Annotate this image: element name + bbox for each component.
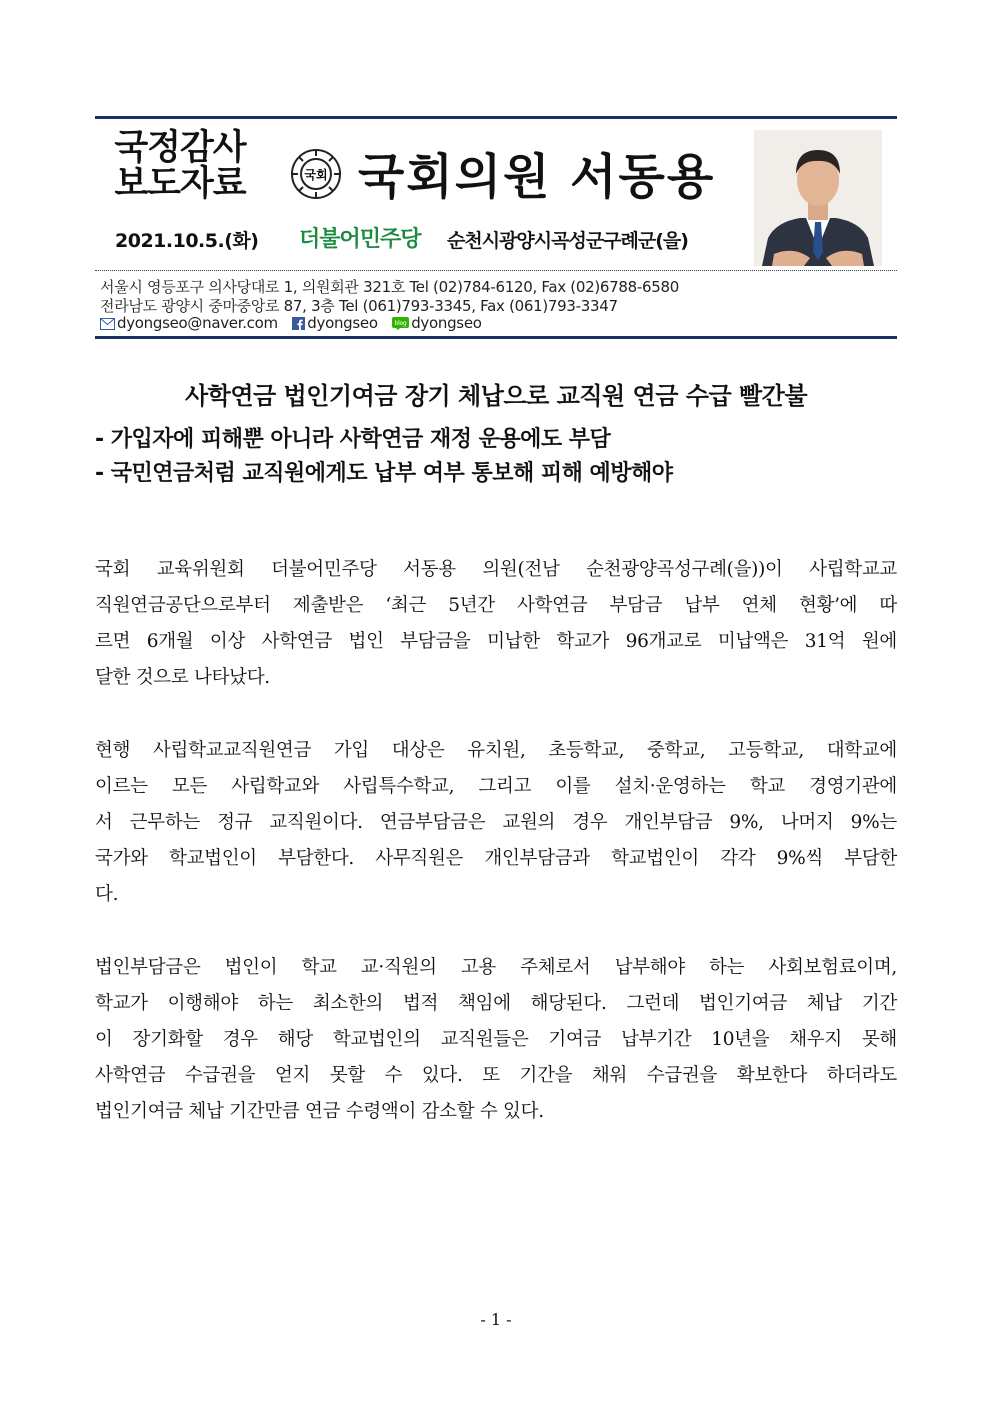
- mail-icon: [100, 316, 115, 334]
- facebook-link[interactable]: dyongseo: [307, 314, 378, 332]
- body-paragraph: [95, 950, 897, 1130]
- header-top-rule: [95, 116, 897, 119]
- body-paragraph: [95, 552, 897, 696]
- headline: 사학연금 법인기여금 장기 체납으로 교직원 연금 수급 빨간불: [184, 382, 808, 410]
- email-link[interactable]: dyongseo@naver.com: [117, 314, 278, 332]
- paragraph-line: 이르는 모든 사립학교와 사립특수학교, 그리고 이를 설치·운영하는 학교 경영기관에: [95, 776, 897, 797]
- seal-text: 국회: [304, 168, 328, 182]
- release-type-line2: 보도자료: [114, 164, 246, 204]
- header-bottom-rule: [95, 336, 897, 339]
- national-assembly-seal-icon: [289, 147, 343, 201]
- paragraph-line: 사학연금 수급권을 얻지 못할 수 있다. 또 기간을 채워 수급권을 확보한다 하더라도: [95, 1065, 897, 1086]
- facebook-icon: [292, 316, 305, 334]
- member-photo: [754, 130, 882, 266]
- header-dotted-rule: [95, 270, 897, 271]
- paragraph-line: 국회 교육위원회 더불어민주당 서동용 의원(전남 순천광양곡성구례(을))이 사립학교교: [95, 559, 897, 580]
- release-type-line1: 국정감사: [114, 128, 246, 168]
- contact-online: [100, 314, 492, 334]
- paragraph-line: 달한 것으로 나타났다.: [95, 667, 270, 688]
- paragraph-line: 국가와 학교법인이 부담한다. 사무직원은 개인부담금과 학교법인이 각각 9%씩 부담한: [95, 848, 897, 869]
- page-number: - 1 -: [480, 1310, 512, 1329]
- district: 순천시광양시곡성군구례군(을): [447, 230, 688, 252]
- paragraph-line: 학교가 이행해야 하는 최소한의 법적 책임에 해당된다. 그런데 법인기여금 체납 기간: [95, 993, 897, 1014]
- release-date: 2021.10.5.(화): [115, 230, 259, 252]
- blog-link[interactable]: dyongseo: [411, 314, 482, 332]
- member-name: 국회의원 서동용: [358, 149, 716, 205]
- body-paragraph: [95, 733, 897, 913]
- contact-gwangyang: 전라남도 광양시 중마중앙로 87, 3층 Tel (061)793-3345, Fax (061)793-3347: [100, 297, 618, 315]
- paragraph-line: 르면 6개월 이상 사학연금 법인 부담금을 미납한 학교가 96개교로 미납액은 31억 원에: [95, 631, 897, 652]
- contact-seoul: 서울시 영등포구 의사당대로 1, 의원회관 321호 Tel (02)784-6120, Fax (02)6788-6580: [100, 278, 679, 296]
- blog-icon: [392, 316, 409, 334]
- portrait-photo-icon: [754, 130, 882, 266]
- paragraph-line: 법인부담금은 법인이 학교 교·직원의 고용 주체로서 납부해야 하는 사회보험료이며,: [95, 957, 897, 978]
- subheadline: - 국민연금처럼 교직원에게도 납부 여부 통보해 피해 예방해야: [95, 461, 673, 486]
- paragraph-line: 법인기여금 체납 기간만큼 연금 수령액이 감소할 수 있다.: [95, 1101, 544, 1122]
- party-logo-text: 더불어민주당: [299, 227, 421, 252]
- paragraph-line: 직원연금공단으로부터 제출받은 ‘최근 5년간 사학연금 부담금 납부 연체 현황’에 따: [95, 595, 897, 616]
- paragraph-line: 현행 사립학교교직원연금 가입 대상은 유치원, 초등학교, 중학교, 고등학교, 대학교에: [95, 740, 897, 761]
- paragraph-line: 이 장기화할 경우 해당 학교법인의 교직원들은 기여금 납부기간 10년을 채우지 못해: [95, 1029, 897, 1050]
- subheadline: - 가입자에 피해뿐 아니라 사학연금 재정 운용에도 부담: [95, 427, 611, 452]
- paragraph-line: 서 근무하는 정규 교직원이다. 연금부담금은 교원의 경우 개인부담금 9%, 나머지 9%는: [95, 812, 897, 833]
- paragraph-line: 다.: [95, 884, 119, 905]
- release-type: [110, 130, 250, 202]
- svg-text:blog: blog: [394, 320, 407, 327]
